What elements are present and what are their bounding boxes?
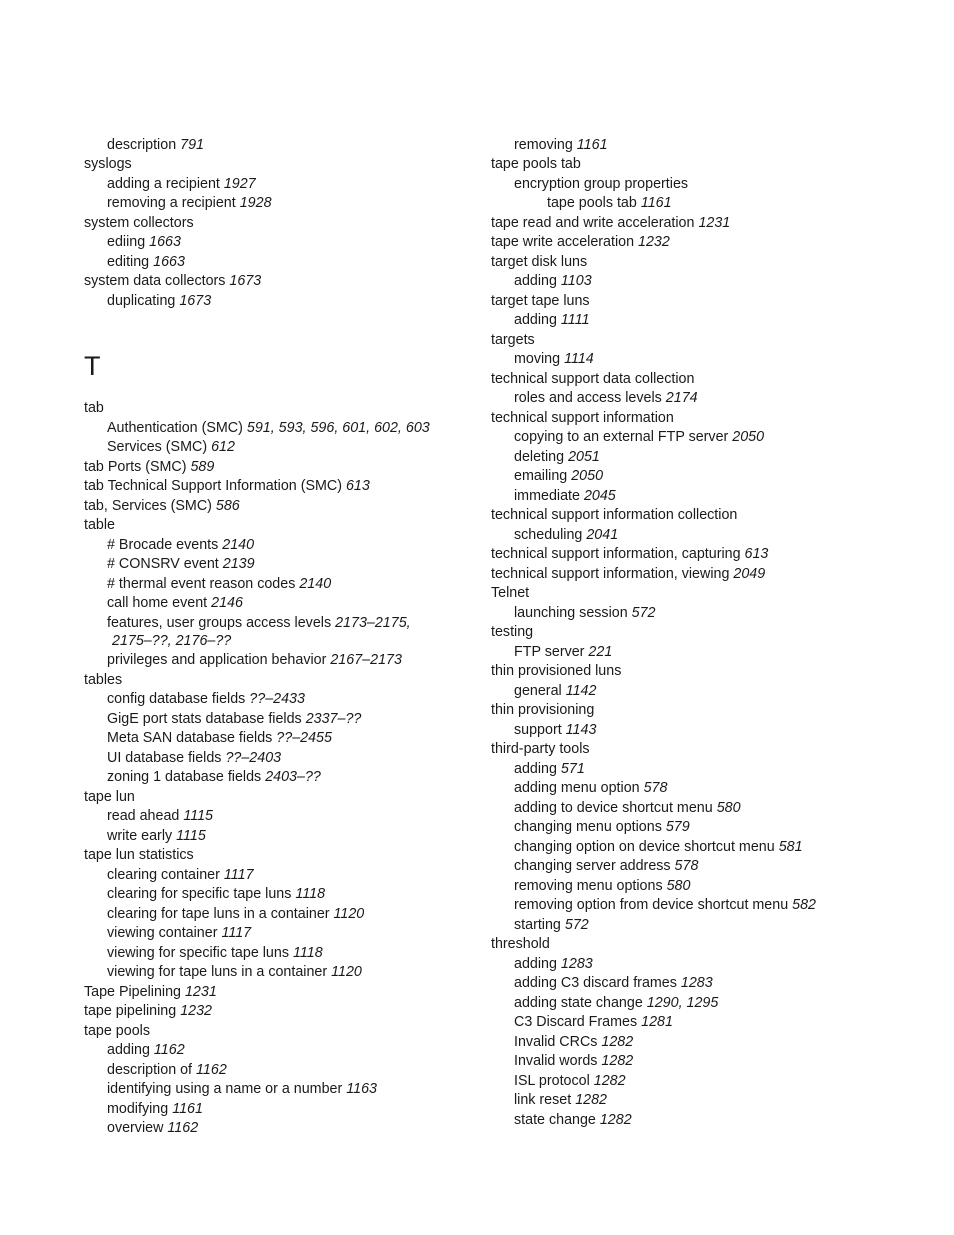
index-subentry — [84, 923, 484, 943]
page-reference: 1673 — [179, 292, 212, 309]
index-subentry — [491, 1070, 931, 1090]
index-subentry — [84, 825, 484, 845]
page-reference: 1283 — [560, 955, 593, 972]
page-reference: 591, 593, 596, 601, 602, 603 — [246, 419, 430, 436]
page-reference: 2174 — [665, 390, 698, 406]
index-term: tape write acceleration — [491, 234, 635, 250]
index-term: emailing — [514, 468, 568, 484]
page-reference: 1673 — [229, 273, 262, 289]
index-term: editing — [107, 253, 150, 270]
index-term: technical support information — [491, 409, 674, 426]
index-subentry — [84, 290, 484, 310]
page-reference: 1103 — [560, 273, 592, 289]
page-reference: 1282 — [601, 1053, 634, 1069]
index-term: tab — [84, 400, 104, 416]
index-entry — [491, 232, 931, 252]
index-subentry — [491, 914, 931, 934]
index-entry — [491, 739, 931, 759]
page-reference: 221 — [588, 643, 613, 660]
index-subentry — [491, 1051, 931, 1071]
index-term: read ahead — [107, 808, 180, 824]
index-entry — [84, 476, 484, 496]
index-term: viewing for tape luns in a container — [107, 964, 328, 980]
index-term: config database fields — [107, 691, 246, 707]
index-subentry — [84, 650, 484, 670]
index-subentry — [491, 856, 931, 876]
index-term: # Brocade events — [107, 536, 219, 553]
index-entry — [491, 700, 931, 720]
index-term: Telnet — [491, 585, 530, 601]
index-term: zoning 1 database fields — [107, 769, 262, 785]
page-reference: 2173–2175, — [335, 614, 411, 631]
index-column-right — [491, 134, 931, 1129]
index-term: overview — [107, 1120, 164, 1136]
index-subentry — [84, 251, 484, 271]
index-entry — [84, 845, 484, 865]
index-term: scheduling — [514, 526, 583, 543]
page-reference: 586 — [215, 497, 240, 514]
index-term: Authentication (SMC) — [107, 419, 243, 436]
index-subentry — [84, 728, 484, 748]
page-reference: 1161 — [640, 195, 672, 211]
page-reference: 572 — [564, 916, 589, 933]
index-subentry — [491, 875, 931, 895]
index-term: encryption group properties — [514, 175, 689, 192]
index-term: GigE port stats database fields — [107, 710, 302, 727]
page-reference: 791 — [180, 136, 204, 153]
page-reference: 2050 — [732, 429, 765, 445]
index-term: description of — [107, 1061, 193, 1078]
index-entry — [84, 271, 484, 291]
index-term: tables — [84, 671, 123, 688]
index-subentry — [491, 349, 931, 369]
page-reference: 1281 — [641, 1014, 673, 1030]
page-reference: 2167–2173 — [330, 652, 402, 668]
index-term: table — [84, 517, 116, 533]
index-term: link reset — [514, 1092, 572, 1108]
index-term: features, user groups access levels — [107, 614, 332, 631]
page-reference: 1290, 1295 — [646, 994, 719, 1011]
index-entry — [84, 515, 484, 535]
index-term: Invalid CRCs — [514, 1033, 598, 1050]
index-subentry — [491, 173, 931, 193]
index-term: clearing container — [107, 866, 220, 883]
page-reference: 1115 — [183, 808, 214, 824]
page-reference: 1161 — [172, 1100, 203, 1117]
index-entry — [491, 544, 931, 564]
page-reference: 2146 — [211, 595, 243, 611]
index-term: tab Technical Support Information (SMC) — [84, 478, 342, 494]
index-term: Services (SMC) — [107, 439, 208, 455]
index-entry — [491, 583, 931, 603]
index-term: changing menu options — [514, 819, 662, 835]
index-entry — [84, 154, 484, 174]
index-term: # CONSRV event — [107, 556, 219, 572]
page-reference: 2049 — [733, 565, 766, 582]
index-term: tape pools tab — [491, 156, 581, 172]
page-reference: 2175–??, 2176–?? — [112, 632, 232, 649]
page-reference: ??–2433 — [249, 691, 305, 707]
index-subentry — [84, 593, 484, 613]
index-term: general — [514, 682, 562, 699]
index-term: adding state change — [514, 994, 643, 1011]
index-entry — [84, 1001, 484, 1021]
index-subentry — [491, 797, 931, 817]
index-term: removing menu options — [514, 877, 663, 894]
page-reference: 1231 — [184, 983, 217, 1000]
index-subentry — [84, 689, 484, 709]
index-subentry — [84, 806, 484, 826]
index-entry — [84, 669, 484, 689]
page-reference: 1283 — [680, 975, 713, 991]
index-subentry — [84, 193, 484, 213]
index-term: clearing for tape luns in a container — [107, 905, 330, 922]
index-term: privileges and application behavior — [107, 652, 327, 668]
index-term: viewing container — [107, 925, 218, 941]
index-term: call home event — [107, 595, 208, 611]
index-subentry — [491, 1109, 931, 1129]
index-subentry — [84, 232, 484, 252]
index-term: technical support information collection — [491, 507, 738, 523]
page-reference: ??–2455 — [276, 730, 332, 746]
index-term: threshold — [491, 936, 550, 952]
index-term: ISL protocol — [514, 1072, 590, 1089]
page-reference: 1120 — [331, 964, 362, 980]
index-subentry — [84, 612, 484, 632]
index-term: target tape luns — [491, 292, 590, 309]
page-reference: 589 — [190, 458, 215, 475]
index-term: modifying — [107, 1100, 169, 1117]
index-subentry — [491, 817, 931, 837]
page-reference: 2140 — [299, 575, 332, 592]
index-subentry — [491, 680, 931, 700]
index-term: changing server address — [514, 858, 671, 874]
page-reference: 2139 — [222, 556, 255, 572]
page-reference: ??–2403 — [225, 749, 282, 766]
index-subentry — [491, 973, 931, 993]
page-reference: 571 — [560, 760, 585, 777]
index-subentry — [491, 446, 931, 466]
index-term: support — [514, 721, 562, 738]
index-term: description — [107, 136, 177, 153]
page-reference: 1927 — [223, 175, 256, 192]
index-subentry — [84, 573, 484, 593]
page-reference: 578 — [643, 780, 668, 796]
page-reference: 1663 — [153, 253, 185, 270]
index-entry — [84, 212, 484, 232]
index-subentry — [84, 417, 484, 437]
page-reference: 2041 — [586, 526, 619, 543]
page-reference: 2337–?? — [305, 710, 362, 727]
index-subentry — [84, 903, 484, 923]
index-term: tab, Services (SMC) — [84, 497, 212, 514]
page-reference: 2140 — [222, 536, 255, 553]
index-term: write early — [107, 827, 173, 844]
page-reference: 1232 — [180, 1003, 213, 1019]
index-term: moving — [514, 351, 561, 367]
index-term: adding — [514, 955, 557, 972]
index-term: Tape Pipelining — [84, 983, 181, 1000]
index-entry — [491, 505, 931, 525]
index-entry — [491, 329, 931, 349]
index-term: Invalid words — [514, 1053, 598, 1069]
index-entry — [491, 661, 931, 681]
index-subentry — [84, 767, 484, 787]
index-subentry — [84, 1118, 484, 1138]
index-subentry — [84, 173, 484, 193]
page-reference: 1117 — [221, 925, 252, 941]
page-reference: 1120 — [333, 905, 365, 922]
index-term: UI database fields — [107, 749, 222, 766]
index-subentry — [84, 534, 484, 554]
index-term: third-party tools — [491, 741, 590, 757]
index-term: target disk luns — [491, 253, 588, 270]
index-term: technical support information, capturing — [491, 546, 741, 562]
index-subentry — [491, 388, 931, 408]
index-term: C3 Discard Frames — [514, 1014, 638, 1030]
page-reference: 613 — [345, 478, 370, 494]
page-reference: 1928 — [239, 195, 272, 211]
index-term: viewing for specific tape luns — [107, 944, 289, 961]
index-entry — [491, 934, 931, 954]
index-term: targets — [491, 331, 535, 348]
page-reference: 1282 — [601, 1033, 634, 1050]
page-reference: 1232 — [638, 234, 670, 250]
index-subentry — [491, 1090, 931, 1110]
index-entry — [84, 786, 484, 806]
index-term: tape pools tab — [547, 195, 637, 211]
index-subentry — [491, 641, 931, 661]
page-reference: 1161 — [576, 136, 608, 153]
page-reference: 1162 — [196, 1061, 227, 1078]
index-term: technical support information, viewing — [491, 565, 730, 582]
index-entry — [491, 563, 931, 583]
index-term: syslogs — [84, 156, 132, 172]
index-subentry — [84, 554, 484, 574]
index-term: launching session — [514, 604, 628, 621]
index-term: tape lun statistics — [84, 847, 194, 863]
index-entry — [491, 212, 931, 232]
page-reference: 580 — [716, 799, 741, 816]
index-term: changing option on device shortcut menu — [514, 838, 775, 855]
page-reference: 1118 — [295, 886, 326, 902]
page-reference: 2045 — [583, 487, 616, 504]
index-entry — [491, 368, 931, 388]
index-term: adding — [514, 760, 557, 777]
index-term: tab Ports (SMC) — [84, 458, 187, 475]
index-term: deleting — [514, 448, 565, 465]
page-reference: 1117 — [223, 866, 254, 883]
page-reference: 1143 — [565, 721, 597, 738]
index-term: tape pools — [84, 1022, 150, 1039]
index-subentry — [491, 602, 931, 622]
index-term: duplicating — [107, 292, 176, 309]
index-subentry — [491, 310, 931, 330]
index-subentry — [84, 1040, 484, 1060]
index-entry — [84, 495, 484, 515]
index-entry — [84, 1020, 484, 1040]
index-term: identifying using a name or a number — [107, 1081, 343, 1097]
index-term: thin provisioned luns — [491, 663, 622, 679]
index-subentry — [84, 884, 484, 904]
index-subentry — [84, 962, 484, 982]
index-term: adding menu option — [514, 780, 640, 796]
page-reference: 1142 — [565, 682, 597, 699]
index-term: removing a recipient — [107, 195, 236, 211]
page-reference: 1115 — [176, 827, 206, 844]
page-reference: 572 — [631, 604, 656, 621]
index-term: testing — [491, 624, 534, 640]
page-reference: 1118 — [292, 944, 323, 961]
page-reference: 1114 — [564, 351, 594, 367]
page-reference: 581 — [778, 838, 803, 855]
page-reference: 1282 — [599, 1111, 632, 1128]
index-term: state change — [514, 1111, 596, 1128]
page-reference: 612 — [211, 439, 235, 455]
index-entry — [491, 154, 931, 174]
index-term: # thermal event reason codes — [107, 575, 296, 592]
index-subentry — [491, 953, 931, 973]
index-entry — [491, 622, 931, 642]
index-subentry — [491, 992, 931, 1012]
index-term: immediate — [514, 487, 580, 504]
page-reference: 1163 — [346, 1081, 377, 1097]
page-reference: 1111 — [560, 312, 590, 328]
page-reference: 1162 — [153, 1042, 185, 1058]
index-entry — [491, 290, 931, 310]
index-subentry — [491, 719, 931, 739]
index-term: adding — [514, 312, 557, 328]
page-reference: 2403–?? — [265, 769, 321, 785]
index-entry — [84, 981, 484, 1001]
page-reference: 2051 — [568, 448, 600, 465]
index-column-left — [84, 134, 484, 1137]
index-term: Meta SAN database fields — [107, 730, 273, 746]
index-subentry — [84, 942, 484, 962]
index-entry — [491, 407, 931, 427]
page-reference: 582 — [792, 897, 816, 913]
page-reference: 613 — [744, 546, 769, 562]
index-subentry — [84, 1059, 484, 1079]
page-reference: 1282 — [575, 1092, 608, 1108]
index-subentry — [84, 1079, 484, 1099]
index-subentry — [84, 708, 484, 728]
index-term: adding C3 discard frames — [514, 975, 677, 991]
index-subentry — [491, 836, 931, 856]
section-letter-heading: T — [84, 350, 101, 381]
index-term: FTP server — [514, 643, 585, 660]
page-reference: 1231 — [698, 214, 731, 231]
index-term: adding to device shortcut menu — [514, 799, 713, 816]
index-subentry — [491, 1012, 931, 1032]
page-reference: 579 — [665, 819, 690, 835]
index-subentry — [491, 1031, 931, 1051]
page-reference: 2050 — [571, 468, 604, 484]
index-term: starting — [514, 916, 561, 933]
index-term: thin provisioning — [491, 702, 595, 718]
index-subentry — [491, 466, 931, 486]
index-term: system collectors — [84, 214, 194, 231]
index-term: adding a recipient — [107, 175, 220, 192]
page-reference: 578 — [674, 858, 699, 874]
index-term: copying to an external FTP server — [514, 429, 729, 445]
index-term: ediing — [107, 234, 146, 250]
index-subentry — [84, 864, 484, 884]
index-term: roles and access levels — [514, 390, 662, 406]
page-reference: 1282 — [593, 1072, 626, 1089]
index-term: technical support data collection — [491, 370, 695, 387]
index-term: tape read and write acceleration — [491, 214, 695, 231]
index-entry — [84, 398, 484, 418]
index-subentry — [491, 193, 931, 213]
index-subentry — [491, 895, 931, 915]
index-subentry — [491, 524, 931, 544]
index-term: clearing for specific tape luns — [107, 886, 292, 902]
index-term: removing option from device shortcut menu — [514, 897, 789, 913]
index-subentry — [84, 134, 484, 154]
index-subentry — [84, 632, 484, 650]
index-term: tape pipelining — [84, 1003, 177, 1019]
index-entry — [491, 251, 931, 271]
index-subentry — [491, 271, 931, 291]
index-term: removing — [514, 136, 573, 153]
page-reference: 1162 — [167, 1120, 199, 1136]
index-entry — [84, 456, 484, 476]
index-subentry — [491, 758, 931, 778]
index-subentry — [491, 778, 931, 798]
page-reference: 580 — [666, 877, 691, 894]
index-term: system data collectors — [84, 273, 226, 289]
page-reference: 1663 — [149, 234, 181, 250]
index-subentry — [491, 134, 931, 154]
index-subentry — [491, 485, 931, 505]
index-term: adding — [107, 1042, 150, 1058]
index-term: adding — [514, 273, 557, 289]
index-subentry — [84, 437, 484, 457]
index-subentry — [84, 1098, 484, 1118]
index-subentry — [491, 427, 931, 447]
index-subentry — [84, 747, 484, 767]
index-term: tape lun — [84, 788, 135, 805]
